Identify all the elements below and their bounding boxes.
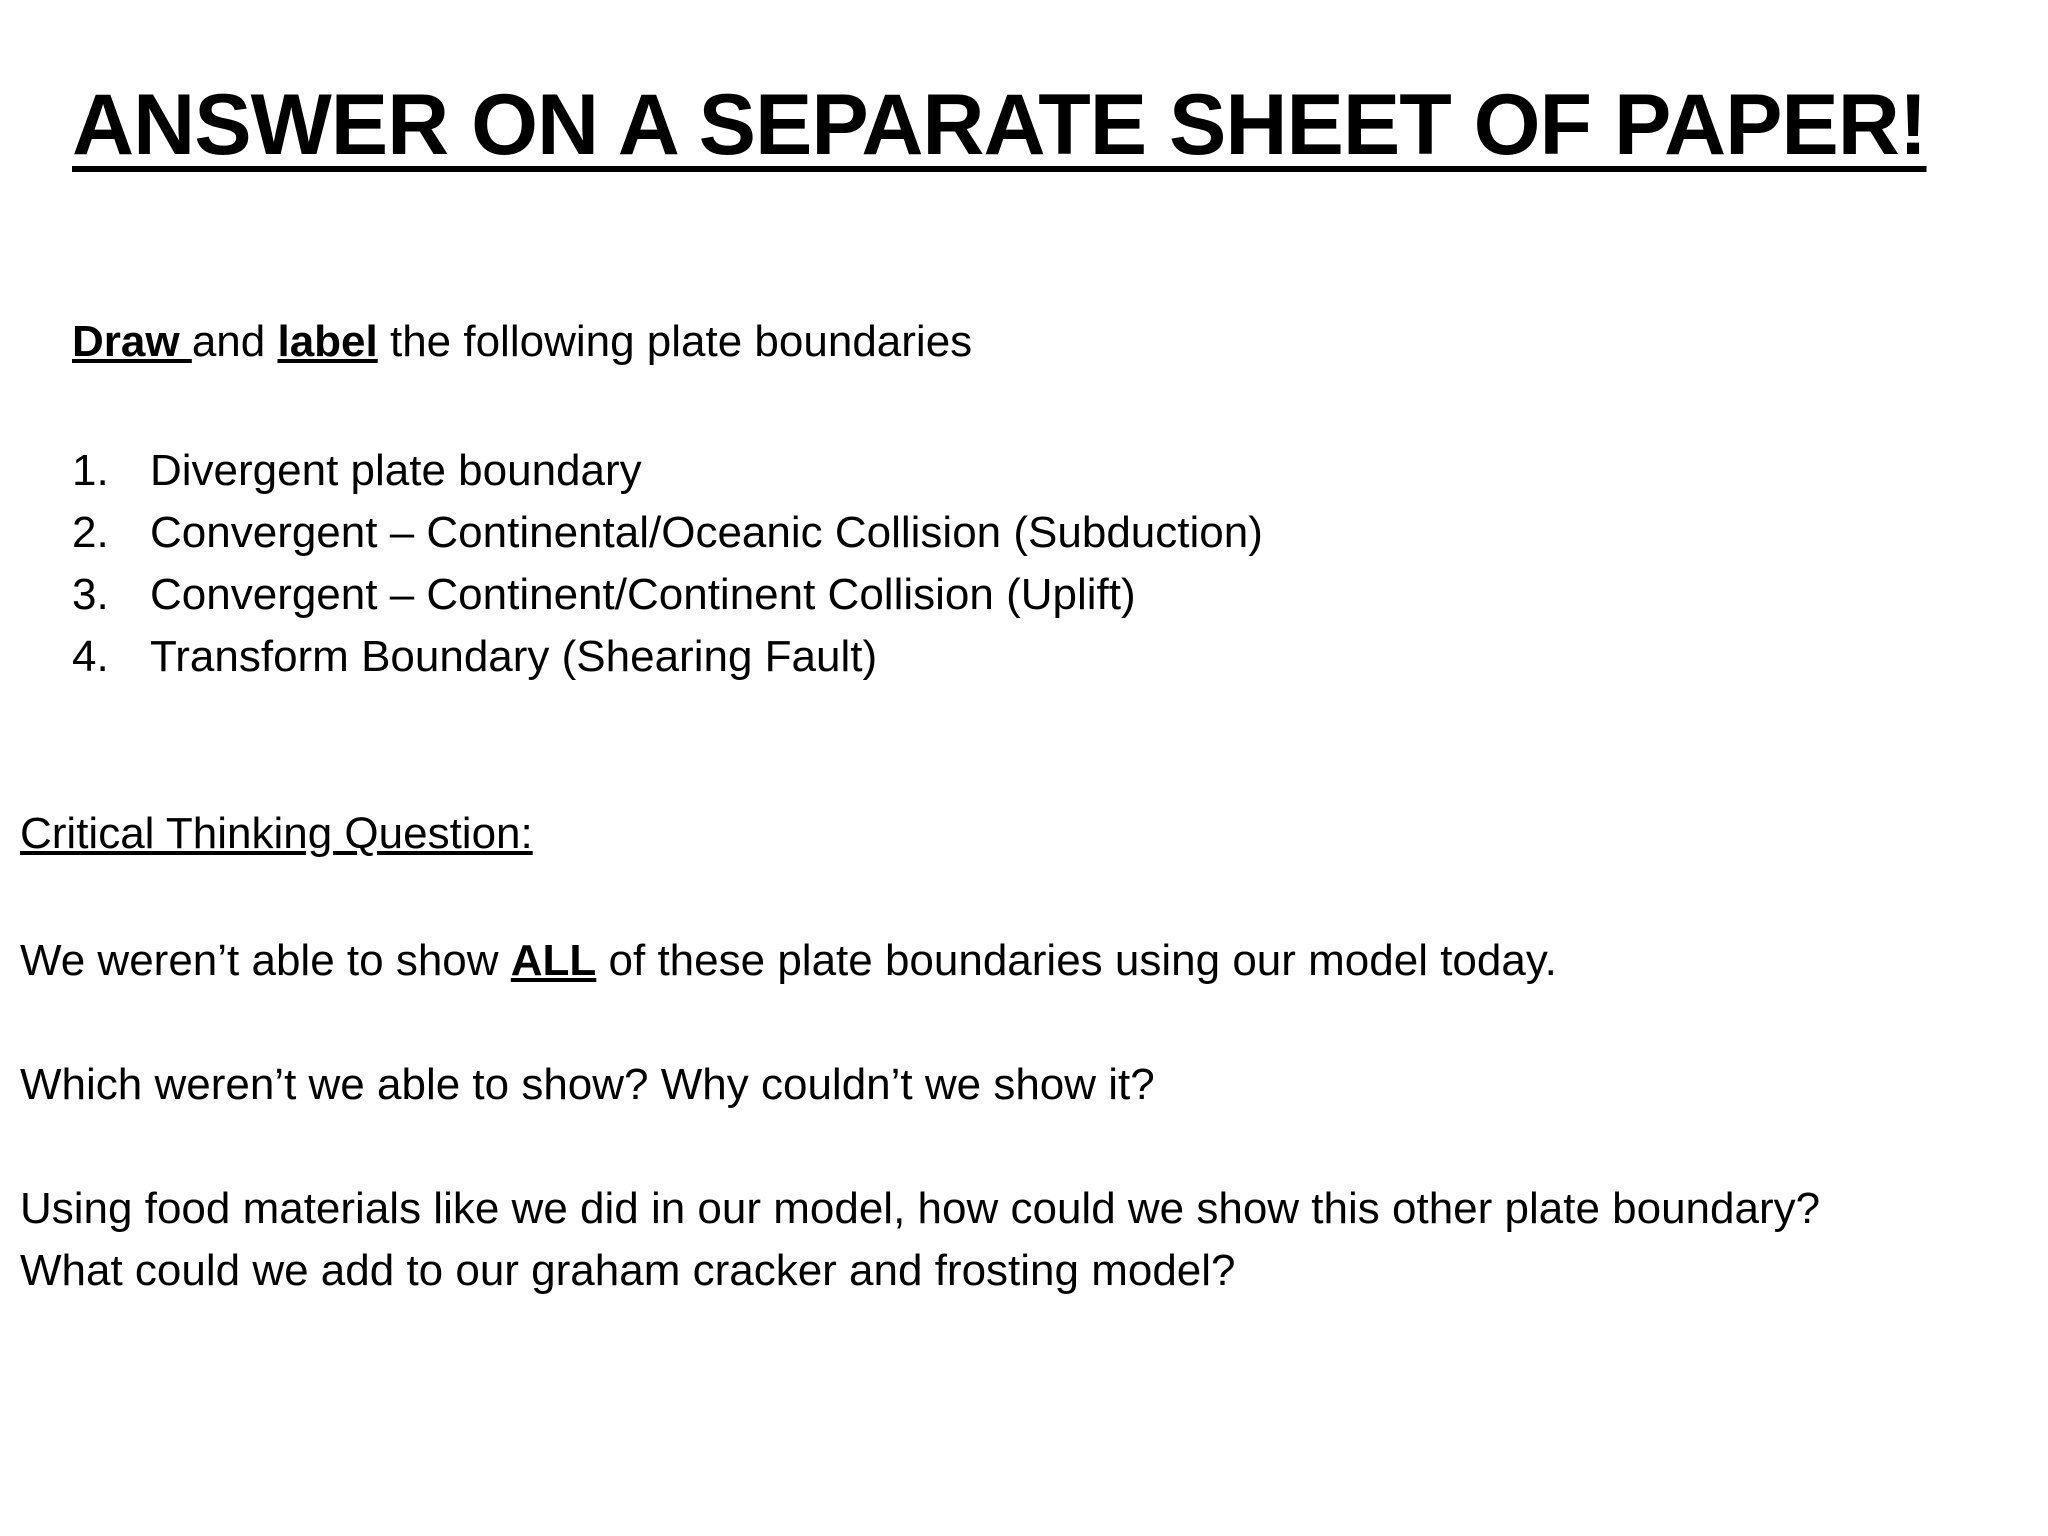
list-item — [72, 440, 1263, 502]
list-item — [72, 564, 1263, 626]
instruction-text — [72, 316, 972, 369]
list-item-text: Convergent – Continent/Continent Collision (Uplift) — [150, 570, 1136, 619]
list-item-number: 1. — [72, 446, 109, 495]
question-3-line-2: What could we add to our graham cracker and frosting model? — [20, 1246, 1236, 1295]
list-item — [72, 502, 1263, 564]
instruction-label: label — [277, 317, 378, 366]
list-item-text: Transform Boundary (Shearing Fault) — [150, 632, 878, 681]
page-title: ANSWER ON A SEPARATE SHEET OF PAPER! — [72, 77, 1927, 173]
question-1-after: of these plate boundaries using our model today. — [596, 936, 1557, 985]
question-paragraph-1 — [20, 930, 1557, 992]
question-paragraph-2: Which weren’t we able to show? Why couldn’t we show it? — [20, 1060, 1155, 1109]
list-item-number: 2. — [72, 508, 109, 557]
question-3-line-1: Using food materials like we did in our model, how could we show this other plate boundary? — [20, 1184, 1821, 1233]
instruction-and: and — [191, 317, 278, 366]
question-paragraph-3 — [20, 1178, 1820, 1302]
question-1-before: We weren’t able to show — [20, 936, 511, 985]
list-item-number: 4. — [72, 632, 109, 681]
critical-thinking-heading: Critical Thinking Question: — [20, 809, 533, 858]
question-1-emphasis: ALL — [510, 936, 597, 985]
instruction-rest: the following plate boundaries — [377, 317, 973, 366]
boundary-list — [72, 440, 1263, 688]
list-item-number: 3. — [72, 570, 109, 619]
list-item-text: Convergent – Continental/Oceanic Collision (Subduction) — [150, 508, 1263, 557]
list-item-text: Divergent plate boundary — [150, 446, 642, 495]
instruction-draw: Draw — [72, 317, 192, 366]
list-item — [72, 626, 1263, 688]
